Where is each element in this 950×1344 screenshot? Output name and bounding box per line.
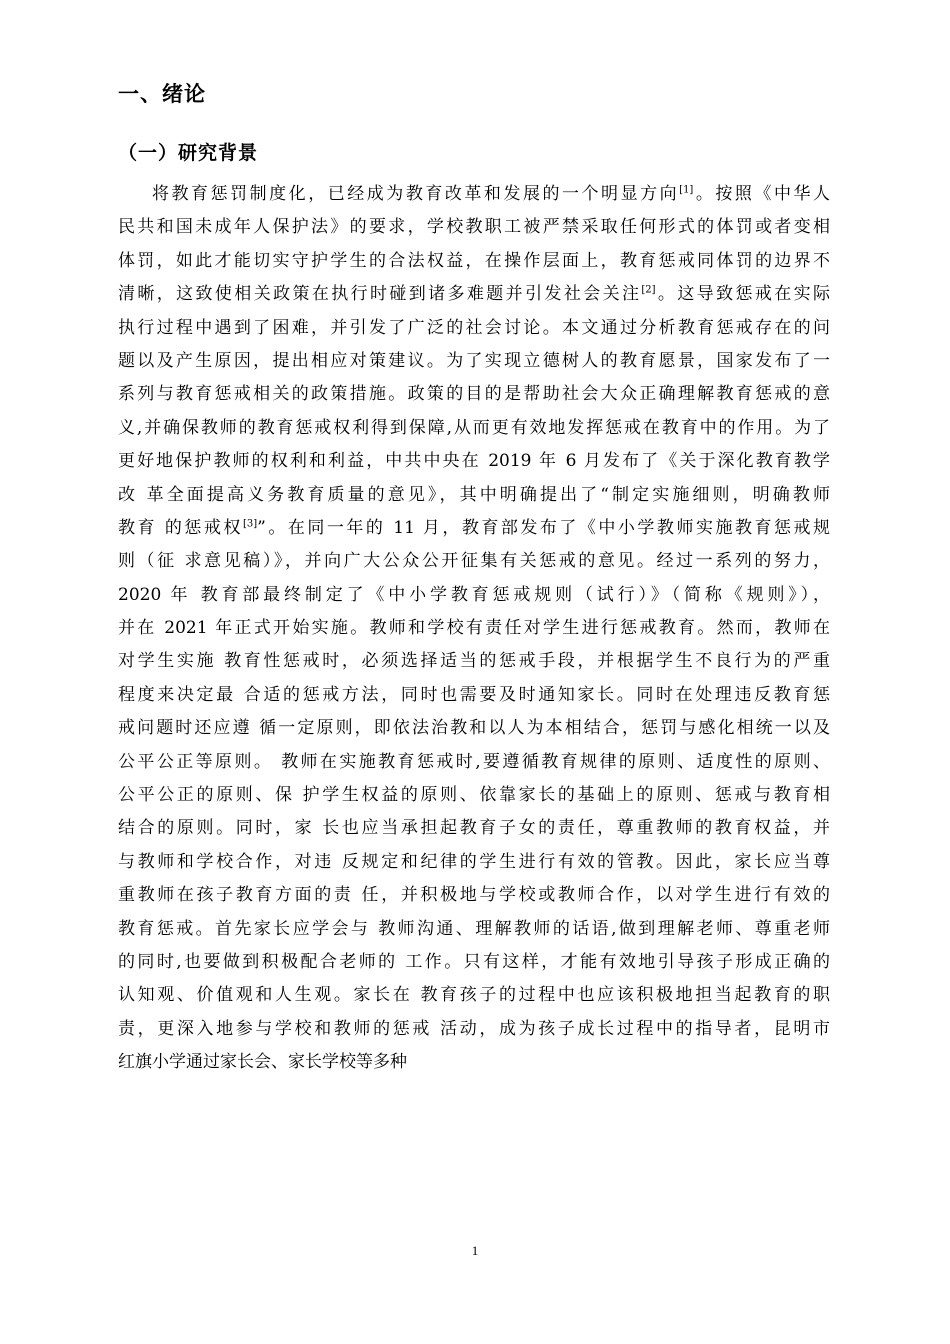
text-segment: 改 革全面提高义务教育质量的意见》，其中明确提出了“制定实施细则，明确教师 [118,484,830,505]
text-segment: 则（征 求意见稿）》，并向广大公众公开征集有关惩戒的意见。经过一系列的努力， [118,551,830,572]
text-line [118,445,830,478]
text-segment: 更好地保护教师的权利和利益，中共中央在 2019 年 6 月发布了《关于深化教育教学 [118,451,830,472]
text-line [118,579,830,612]
text-segment: 。这导致惩戒在实际 [655,284,830,305]
text-segment: 结合的原则。同时，家 长也应当承担起教育子女的责任，尊重教师的教育权益，并 [118,818,830,839]
text-line [118,746,830,779]
body-paragraph [118,178,830,1080]
text-line [118,345,830,378]
text-segment: 公平公正等原则。 教师在实施教育惩戒时,要遵循教育规律的原则、适度性的原则、 [118,751,830,772]
text-segment: 认知观、价值观和人生观。家长在 教育孩子的过程中也应该积极地担当起教育的职 [118,985,830,1006]
text-segment: 重教师在孩子教育方面的责 任，并积极地与学校或教师合作，以对学生进行有效的 [118,885,830,906]
text-segment: 清晰，这致使相关政策在执行时碰到诸多难题并引发社会关注 [118,284,642,305]
text-line [118,312,830,345]
text-segment: 并在 2021 年正式开始实施。教师和学校有责任对学生进行惩戒教育。然而，教师在 [118,618,830,639]
text-segment: 民共和国未成年人保护法》的要求，学校教职工被严禁采取任何形式的体罚或者变相 [118,217,830,238]
text-line [118,645,830,678]
text-segment: 公平公正的原则、保 护学生权益的原则、依靠家长的基础上的原则、惩戒与教育相 [118,785,830,806]
text-segment: 教育 的惩戒权 [118,517,243,538]
text-segment: ”。在同一年的 11 月，教育部发布了《中小学教师实施教育惩戒规 [257,517,830,538]
text-line [118,545,830,578]
text-line [118,913,830,946]
text-line [118,846,830,879]
section-heading: 一、绪论 [118,82,206,106]
text-segment: 题以及产生原因，提出相应对策建议。为了实现立德树人的教育愿景，国家发布了一 [118,350,830,371]
text-line [118,979,830,1012]
text-segment: 。按照《中华人 [693,184,830,204]
subsection-heading: （一）研究背景 [118,142,259,164]
text-segment: 与教师和学校合作，对违 反规定和纪律的学生进行有效的管教。因此，家长应当尊 [118,851,830,872]
text-line [118,479,830,512]
text-segment: 执行过程中遇到了困难，并引发了广泛的社会讨论。本文通过分析教育惩戒存在的问 [118,317,830,338]
text-segment: 戒问题时还应遵 循一定原则，即依法治教和以人为本相结合，惩罚与感化相统一以及 [118,718,830,739]
text-line [118,779,830,812]
text-line [118,1046,830,1079]
citation-marker: [3] [242,518,258,530]
text-line [118,378,830,411]
page-number: 1 [471,1243,479,1258]
citation-marker: [2] [641,284,656,296]
text-segment: 系列与教育惩戒相关的政策措施。政策的目的是帮助社会大众正确理解教育惩戒的意 [118,384,830,405]
text-line [118,812,830,845]
text-segment: 对学生实施 教育性惩戒时，必须选择适当的惩戒手段，并根据学生不良行为的严重 [118,651,830,672]
text-segment: 教育惩戒。首先家长应学会与 教师沟通、理解教师的话语,做到理解老师、尊重老师 [118,918,830,939]
text-line [118,946,830,979]
text-segment: 将教育惩罚制度化，已经成为教育改革和发展的一个明显方向 [152,184,680,204]
text-line [118,211,830,244]
text-line [118,612,830,645]
text-segment: 义,并确保教师的教育惩戒权利得到保障,从而更有效地发挥惩戒在教育中的作用。为了 [118,417,830,438]
text-segment: 的同时,也要做到积极配合老师的 工作。只有这样，才能有效地引导孩子形成正确的 [118,951,830,972]
text-line [118,245,830,278]
text-line [118,1013,830,1046]
text-segment: 体罚，如此才能切实守护学生的合法权益，在操作层面上，教育惩戒同体罚的边界不 [118,250,830,271]
text-line [118,412,830,445]
citation-marker: [1] [679,184,694,196]
text-segment: 2020 年 教育部最终制定了《中小学教育惩戒规则（试行）》（简称《规则》）， [118,584,830,605]
text-segment: 程度来决定最 合适的惩戒方法，同时也需要及时通知家长。同时在处理违反教育惩 [118,684,830,705]
text-segment: 责，更深入地参与学校和教师的惩戒 活动，成为孩子成长过程中的指导者，昆明市 [118,1018,830,1039]
text-line [118,278,830,311]
text-line [118,178,830,211]
text-line [118,679,830,712]
text-line [118,712,830,745]
text-line [118,512,830,545]
text-segment: 红旗小学通过家长会、家长学校等多种 [118,1052,407,1073]
text-line [118,879,830,912]
